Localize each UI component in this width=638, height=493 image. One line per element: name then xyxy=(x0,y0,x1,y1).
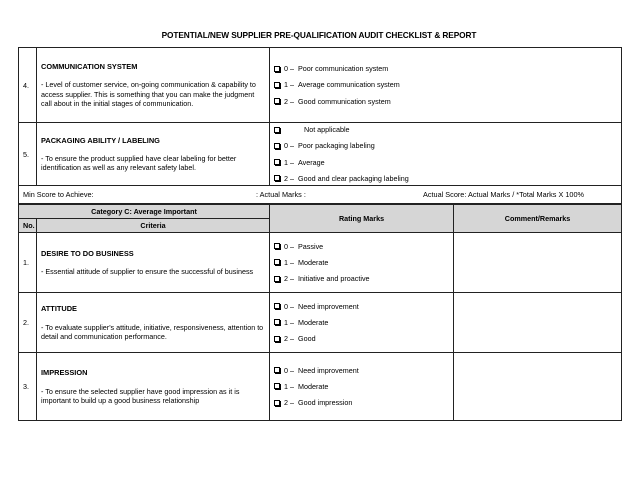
criteria-title: IMPRESSION xyxy=(41,368,88,378)
page-title: POTENTIAL/NEW SUPPLIER PRE-QUALIFICATION AUDIT CHECKLIST & REPORT xyxy=(161,30,477,40)
category-name: Category C: Average Important xyxy=(19,205,270,219)
rating-options xyxy=(270,123,622,186)
checkbox-icon[interactable] xyxy=(274,383,280,389)
rating-option[interactable]: 2 – Good xyxy=(274,335,453,342)
checkbox-icon[interactable] xyxy=(274,319,280,325)
rating-option[interactable]: 0 – Need improvement xyxy=(274,303,453,310)
rating-option[interactable]: Not applicable xyxy=(274,126,621,133)
checkbox-icon[interactable] xyxy=(274,98,280,104)
rating-option[interactable]: 0 – Passive xyxy=(274,243,453,250)
table-row xyxy=(19,123,622,186)
table-row xyxy=(19,48,622,123)
category-table xyxy=(18,204,622,421)
rating-option[interactable]: 2 – Good impression xyxy=(274,399,453,406)
checkbox-icon[interactable] xyxy=(274,243,280,249)
criteria-cell xyxy=(37,123,270,186)
checkbox-icon[interactable] xyxy=(274,82,280,88)
checkbox-icon[interactable] xyxy=(274,367,280,373)
criteria-description: - To evaluate supplier's attitude, initiative, responsiveness, attention to detail and communication performance. xyxy=(41,322,264,341)
criteria-title: PACKAGING ABILITY / LABELING xyxy=(41,135,160,145)
rating-option[interactable]: 0 – Poor communication system xyxy=(274,65,621,72)
comment-cell[interactable] xyxy=(454,293,622,353)
item-number: 4. xyxy=(19,48,37,123)
rating-options xyxy=(270,353,454,421)
rating-option[interactable]: 2 – Good communication system xyxy=(274,98,621,105)
top-criteria-table xyxy=(18,47,622,204)
criteria-description: - Level of customer service, on-going communication & capability to access supplier. This is something that you can make the judgment call about in the initial stages of communication. xyxy=(41,80,256,108)
criteria-title: COMMUNICATION SYSTEM xyxy=(41,61,138,71)
rating-option[interactable]: 0 – Poor packaging labeling xyxy=(274,142,621,149)
checkbox-icon[interactable] xyxy=(274,159,280,165)
rating-option[interactable]: 2 – Good and clear packaging labeling xyxy=(274,175,621,182)
actual-score-label: Actual Score: Actual Marks / *Total Marks X 100% xyxy=(423,190,585,199)
checkbox-icon[interactable] xyxy=(274,336,280,342)
criteria-title: DESIRE TO DO BUSINESS xyxy=(41,248,134,258)
rating-option[interactable]: 1 – Moderate xyxy=(274,319,453,326)
no-header: No. xyxy=(19,219,37,233)
checkbox-icon[interactable] xyxy=(274,303,280,309)
rating-options xyxy=(270,233,454,293)
item-number: 2. xyxy=(19,293,37,353)
table-row xyxy=(19,293,622,353)
criteria-cell xyxy=(37,48,270,123)
criteria-header: Criteria xyxy=(37,219,270,233)
min-score-label: Min Score to Achieve: xyxy=(23,190,94,199)
item-number: 1. xyxy=(19,233,37,293)
checkbox-icon[interactable] xyxy=(274,127,280,133)
rating-option[interactable]: 1 – Average communication system xyxy=(274,81,621,88)
comment-remarks-header: Comment/Remarks xyxy=(454,205,622,233)
item-number: 5. xyxy=(19,123,37,186)
criteria-title: ATTITUDE xyxy=(41,304,77,314)
rating-marks-header: Rating Marks xyxy=(270,205,454,233)
rating-options xyxy=(270,48,622,123)
checkbox-icon[interactable] xyxy=(274,276,280,282)
checkbox-icon[interactable] xyxy=(274,175,280,181)
rating-option[interactable]: 2 – Initiative and proactive xyxy=(274,275,453,282)
table-header-row xyxy=(19,205,622,219)
summary-cell xyxy=(19,186,622,204)
checkbox-icon[interactable] xyxy=(274,66,280,72)
rating-option[interactable]: 1 – Average xyxy=(274,159,621,166)
rating-option[interactable]: 0 – Need improvement xyxy=(274,367,453,374)
criteria-cell xyxy=(37,233,270,293)
checkbox-icon[interactable] xyxy=(274,400,280,406)
criteria-description: - To ensure the selected supplier have good impression as it is important to build up a good business relationship xyxy=(41,386,240,405)
table-row xyxy=(19,353,622,421)
rating-options xyxy=(270,293,454,353)
rating-option[interactable]: 1 – Moderate xyxy=(274,259,453,266)
summary-row xyxy=(19,186,622,204)
item-number: 3. xyxy=(19,353,37,421)
rating-option[interactable]: 1 – Moderate xyxy=(274,383,453,390)
criteria-description: - To ensure the product supplied have clear labeling for better identification as well as any relevant safety label. xyxy=(41,154,237,173)
comment-cell[interactable] xyxy=(454,233,622,293)
checkbox-icon[interactable] xyxy=(274,143,280,149)
checkbox-icon[interactable] xyxy=(274,259,280,265)
comment-cell[interactable] xyxy=(454,353,622,421)
criteria-cell xyxy=(37,293,270,353)
criteria-description: - Essential attitude of supplier to ensure the successful of business xyxy=(41,267,254,277)
actual-marks-label: : Actual Marks : xyxy=(256,190,306,199)
table-row xyxy=(19,233,622,293)
criteria-cell xyxy=(37,353,270,421)
